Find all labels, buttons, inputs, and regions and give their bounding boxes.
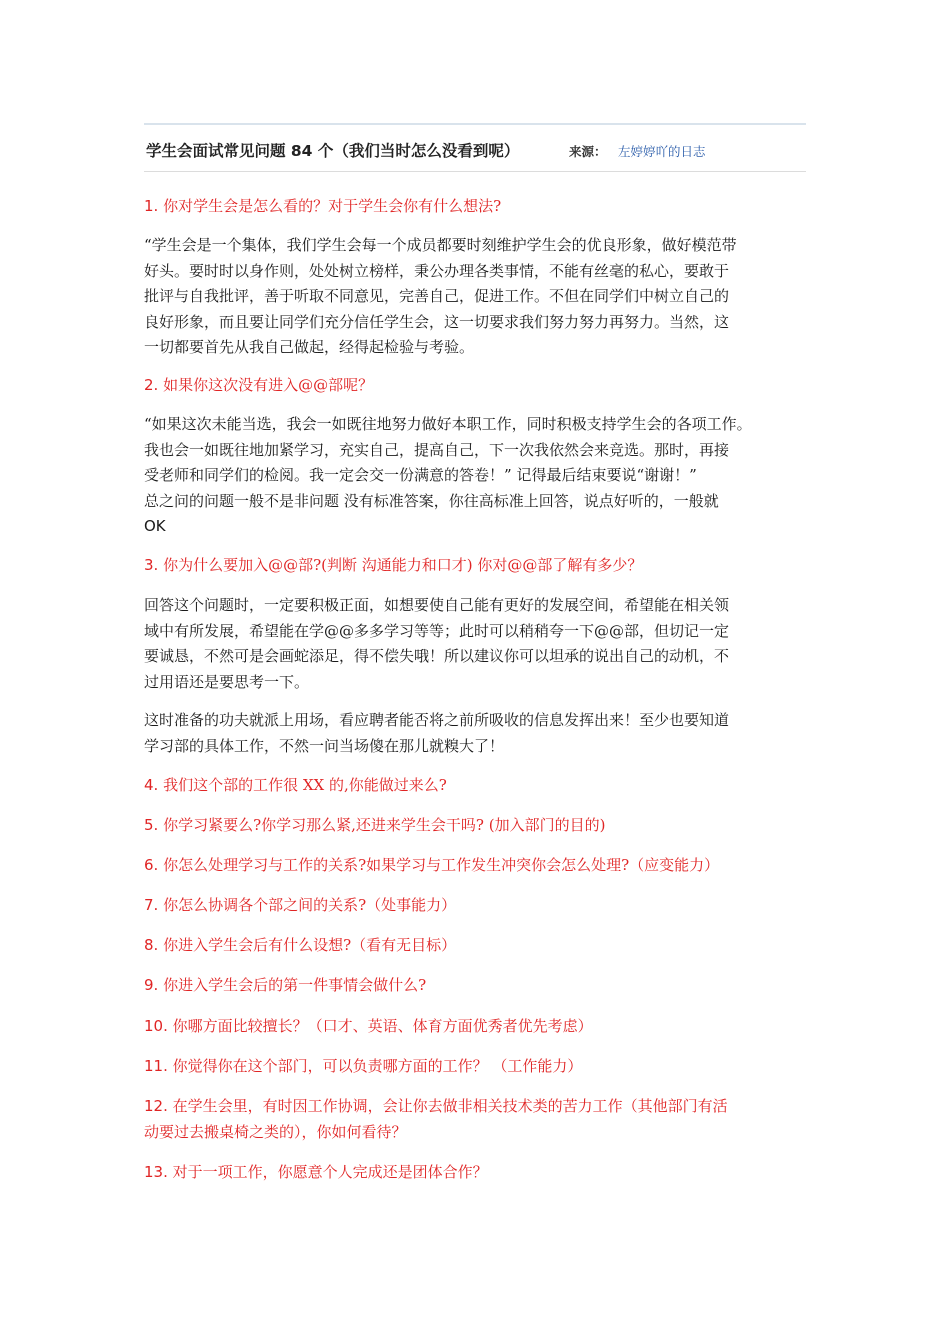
question-text: 在学生会里，有时因工作协调，会让你去做非相关技术类的苦力工作（其他部门有活 bbox=[172, 1097, 728, 1115]
question-number: 11. bbox=[144, 1057, 168, 1075]
question-number: 2. bbox=[144, 376, 159, 394]
answer-line: OK bbox=[144, 517, 166, 535]
question-text: 对于一项工作，你愿意个人完成还是团体合作？ bbox=[172, 1163, 488, 1181]
question-text: 你学习紧要么?你学习那么紧,还进来学生会干吗? (加入部门的目的) bbox=[163, 816, 606, 834]
question-13 bbox=[144, 1160, 808, 1186]
question-6 bbox=[144, 853, 808, 879]
question-text: 你觉得你在这个部门，可以负责哪方面的工作？ （工作能力） bbox=[172, 1057, 583, 1075]
answer-line: 学习部的具体工作，不然一问当场傻在那儿就糗大了！ bbox=[144, 736, 505, 755]
question-number: 1. bbox=[144, 197, 159, 215]
question-number: 4. bbox=[144, 776, 159, 794]
answer-line: “学生会是一个集体，我们学生会每一个成员都要时刻维护学生会的优良形象，做好模范带 bbox=[144, 236, 737, 254]
question-text: 你哪方面比较擅长？（口才、英语、体育方面优秀者优先考虑） bbox=[172, 1017, 593, 1035]
answer-line: 回答这个问题时，一定要积极正面，如想要使自己能有更好的发展空间，希望能在相关领 bbox=[144, 596, 730, 614]
question-7 bbox=[144, 893, 808, 919]
question-text: 你怎么协调各个部之间的关系?（处事能力） bbox=[163, 896, 457, 914]
answer-2 bbox=[144, 412, 808, 540]
source-link[interactable]: 左婷婷吖的日志 bbox=[618, 144, 706, 159]
question-text: 你为什么要加入@@部?(判断 沟通能力和口才) 你对@@部了解有多少？ bbox=[163, 556, 643, 574]
question-text: 你进入学生会后有什么设想?（看有无目标） bbox=[163, 936, 457, 954]
answer-line: 这时准备的功夫就派上用场，看应聘者能否将之前所吸收的信息发挥出来！至少也要知道 bbox=[144, 711, 730, 729]
question-number: 12. bbox=[144, 1097, 168, 1115]
article-header bbox=[144, 123, 806, 172]
answer-line: 批评与自我批评，善于听取不同意见，完善自己，促进工作。不但在同学们中树立自己的 bbox=[144, 287, 730, 305]
question-number: 6. bbox=[144, 856, 159, 874]
source-label: 来源： bbox=[569, 144, 607, 159]
question-text: 动要过去搬桌椅之类的），你如何看待？ bbox=[144, 1122, 407, 1141]
question-number: 5. bbox=[144, 816, 159, 834]
question-text: 如果你这次没有进入@@部呢？ bbox=[163, 376, 374, 394]
question-text: 你怎么处理学习与工作的关系?如果学习与工作发生冲突你会怎么处理?（应变能力） bbox=[163, 856, 720, 874]
answer-3-followup bbox=[144, 708, 808, 759]
question-1 bbox=[144, 194, 808, 220]
question-number: 8. bbox=[144, 936, 159, 954]
question-text: 我们这个部的工作很 XX 的,你能做过来么? bbox=[163, 776, 447, 794]
article-title: 学生会面试常见问题 84 个（我们当时怎么没看到呢） bbox=[146, 142, 520, 160]
answer-line: 过用语还是要思考一下。 bbox=[144, 672, 310, 691]
question-12 bbox=[144, 1094, 808, 1145]
question-10 bbox=[144, 1014, 808, 1040]
question-2 bbox=[144, 373, 808, 399]
question-8 bbox=[144, 933, 808, 959]
answer-line: “如果这次未能当选，我会一如既往地努力做好本职工作，同时积极支持学生会的各项工作。 bbox=[144, 415, 752, 433]
answer-line: 我也会一如既往地加紧学习，充实自己，提高自己，下一次我依然会来竞选。那时，再接 bbox=[144, 440, 730, 459]
question-number: 9. bbox=[144, 976, 159, 994]
answer-1 bbox=[144, 233, 808, 361]
question-text: 你进入学生会后的第一件事情会做什么? bbox=[163, 976, 427, 994]
question-number: 13. bbox=[144, 1163, 168, 1181]
question-number: 10. bbox=[144, 1017, 168, 1035]
answer-line: 好头。要时时以身作则，处处树立榜样，秉公办理各类事情，不能有丝毫的私心，要敢于 bbox=[144, 261, 730, 280]
answer-line: 良好形象，而且要让同学们充分信任学生会，这一切要求我们努力努力再努力。当然，这 bbox=[144, 312, 730, 331]
question-9 bbox=[144, 973, 808, 999]
question-4 bbox=[144, 773, 808, 799]
answer-line: 要诚恳，不然可是会画蛇添足，得不偿失哦！所以建议你可以坦承的说出自己的动机，不 bbox=[144, 647, 730, 665]
answer-line: 受老师和同学们的检阅。我一定会交一份满意的答卷！” 记得最后结束要说“谢谢！” bbox=[144, 466, 697, 484]
question-number: 3. bbox=[144, 556, 159, 574]
question-11 bbox=[144, 1054, 808, 1080]
answer-line: 一切都要首先从我自己做起，经得起检验与考验。 bbox=[144, 338, 475, 356]
answer-line: 总之问的问题一般不是非问题 没有标准答案，你往高标准上回答，说点好听的，一般就 bbox=[144, 491, 719, 510]
question-text: 你对学生会是怎么看的？对于学生会你有什么想法? bbox=[163, 197, 502, 215]
answer-line: 域中有所发展，希望能在学@@多多学习等等；此时可以稍稍夸一下@@部，但切记一定 bbox=[144, 621, 730, 640]
answer-3 bbox=[144, 593, 808, 695]
question-5 bbox=[144, 813, 808, 839]
question-number: 7. bbox=[144, 896, 159, 914]
question-3 bbox=[144, 553, 808, 579]
